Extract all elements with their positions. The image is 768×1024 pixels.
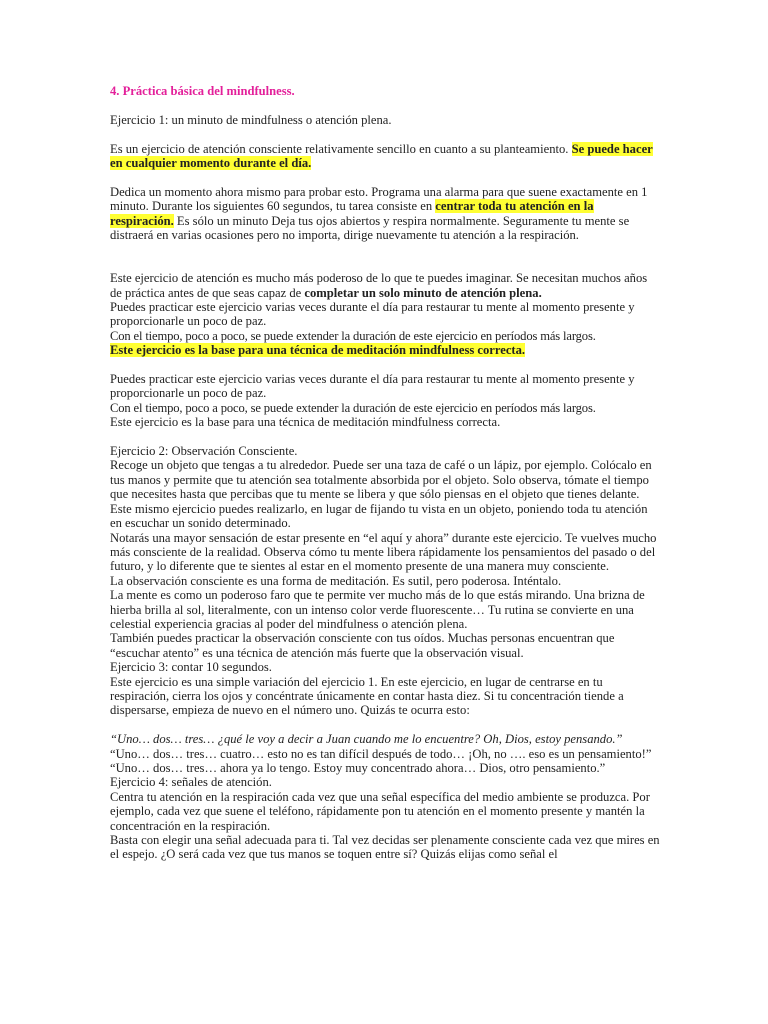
- paragraph-3-text: Este ejercicio de atención es mucho más poderoso de lo que te puedes imaginar. Se necesitan muchos años de práctica antes de que seas capaz de: [110, 271, 648, 300]
- exercise-3-title: Ejercicio 3: contar 10 segundos.: [110, 660, 272, 675]
- exercise-1-title: Ejercicio 1: un minuto de mindfulness o atención plena.: [110, 112, 392, 127]
- exercise-2-paragraph-5: También puedes practicar la observación consciente con tus oídos. Muchas personas encuentran que “escuchar atento” es una técnica de atención más fuerte que la observación visual.: [110, 631, 615, 660]
- exercise-3-paragraph-1: Este ejercicio es una simple variación del ejercicio 1. En este ejercicio, en lugar de centrarse en tu respiración, cierra los ojos y concéntrate únicamente en contar hasta diez. Si tu concentración tiende a dispersarse, empieza de nuevo en el número uno. Quizás te ocurra esto:: [110, 674, 624, 718]
- paragraph-2-text-a: Dedica un momento ahora mismo para probar esto. Programa una alarma para que suene exactamente en 1 minuto. Durante los siguientes 60 segundos, tu tarea consiste en: [110, 184, 648, 214]
- document-page: [110, 84, 660, 862]
- exercise-2-paragraph-3: La observación consciente es una forma de meditación. Es sutil, pero poderosa. Inténtalo.: [110, 573, 562, 588]
- paragraph-3-line-3: Con el tiempo, poco a poco, se puede extender la duración de este ejercicio en períodos más largos.: [110, 328, 596, 343]
- highlight-base-technique: Este ejercicio es la base para una técnica de meditación mindfulness correcta.: [110, 343, 526, 358]
- exercise-4-title: Ejercicio 4: señales de atención.: [110, 775, 272, 790]
- paragraph-2: [110, 185, 660, 243]
- paragraph-2-text-b: Es sólo un minuto Deja tus ojos abiertos y respira normalmente. Seguramente tu mente se distraerá en varias ocasiones pero no importa, dirige nuevamente tu atención a la respiración.: [110, 213, 630, 243]
- paragraph-4-line-3: Este ejercicio es la base para una técnica de meditación mindfulness correcta.: [110, 415, 501, 430]
- paragraph-4-line-2: Con el tiempo, poco a poco, se puede extender la duración de este ejercicio en períodos más largos.: [110, 400, 596, 415]
- highlight-breathing: centrar toda tu atención en la respiración.: [110, 199, 594, 228]
- paragraph-3-line-2: Puedes practicar este ejercicio varias veces durante el día para restaurar tu mente al momento presente y proporcionarle un poco de paz.: [110, 300, 635, 329]
- quote-2: “Uno… dos… tres… cuatro… esto no es tan difícil después de todo… ¡Oh, no …. eso es un pensamiento!”: [110, 746, 652, 761]
- quote-1: “Uno… dos… tres… ¿qué le voy a decir a Juan cuando me lo encuentre? Oh, Dios, estoy pensando.”: [110, 732, 623, 747]
- exercise-2-paragraph-2: Notarás una mayor sensación de estar presente en “el aquí y ahora” durante este ejercicio. Te vuelves mucho más consciente de la realidad. Observa cómo tu mente libera rápidamente los pensamientos del pasado o del futuro, y lo diferente que te sientes al estar en el momento presente de una manera muy consciente.: [110, 530, 657, 574]
- exercise-4-paragraph-2: Basta con elegir una señal adecuada para ti. Tal vez decidas ser plenamente consciente cada vez que mires en el espejo. ¿O será cada vez que tus manos se toquen entre sí? Quizás elijas como señal el: [110, 833, 660, 862]
- paragraph-1-text: Es un ejercicio de atención consciente relativamente sencillo en cuanto a su planteamiento.: [110, 141, 572, 156]
- exercise-2-paragraph-4: La mente es como un poderoso faro que te permite ver mucho más de lo que estás mirando. Una brizna de hierba brilla al sol, literalmente, con un intenso color verde fluorescente… Tu rutina se convierte en una celestial experiencia gracias al poder del mindfulness o atención plena.: [110, 588, 645, 631]
- exercise-4-paragraph-1: Centra tu atención en la respiración cada vez que una señal específica del medio ambiente se produzca. Por ejemplo, cada vez que suene el teléfono, rápidamente pon tu atención en el momento presente y mantén la concentración en la respiración.: [110, 789, 650, 833]
- bold-one-minute: completar un solo minuto de atención plena.: [304, 285, 542, 300]
- quote-3: “Uno… dos… tres… ahora ya lo tengo. Estoy muy concentrado ahora… Dios, otro pensamiento.”: [110, 760, 606, 775]
- paragraph-4-line-1: Puedes practicar este ejercicio varias veces durante el día para restaurar tu mente al momento presente y proporcionarle un poco de paz.: [110, 372, 635, 401]
- exercise-2-title: Ejercicio 2: Observación Consciente.: [110, 444, 298, 459]
- section-heading: 4. Práctica básica del mindfulness.: [110, 84, 295, 98]
- exercise-2-paragraph-1: Recoge un objeto que tengas a tu alrededor. Puede ser una taza de café o un lápiz, por ejemplo. Colócalo en tus manos y permite que tu atención sea totalmente absorbida por el objeto. Solo observa, tómate el tiempo que necesites hasta que percibas que tu mente se libera y que sólo piensas en el objeto que tienes delante. Este mismo ejercicio puedes realizarlo, en lugar de fijando tu vista en un objeto, poniendo toda tu atención en escuchar un sonido determinado.: [110, 458, 652, 531]
- highlight-any-moment: Se puede hacer en cualquier momento durante el día.: [110, 141, 653, 170]
- paragraph-1: [110, 142, 660, 171]
- paragraph-3: [110, 271, 660, 300]
